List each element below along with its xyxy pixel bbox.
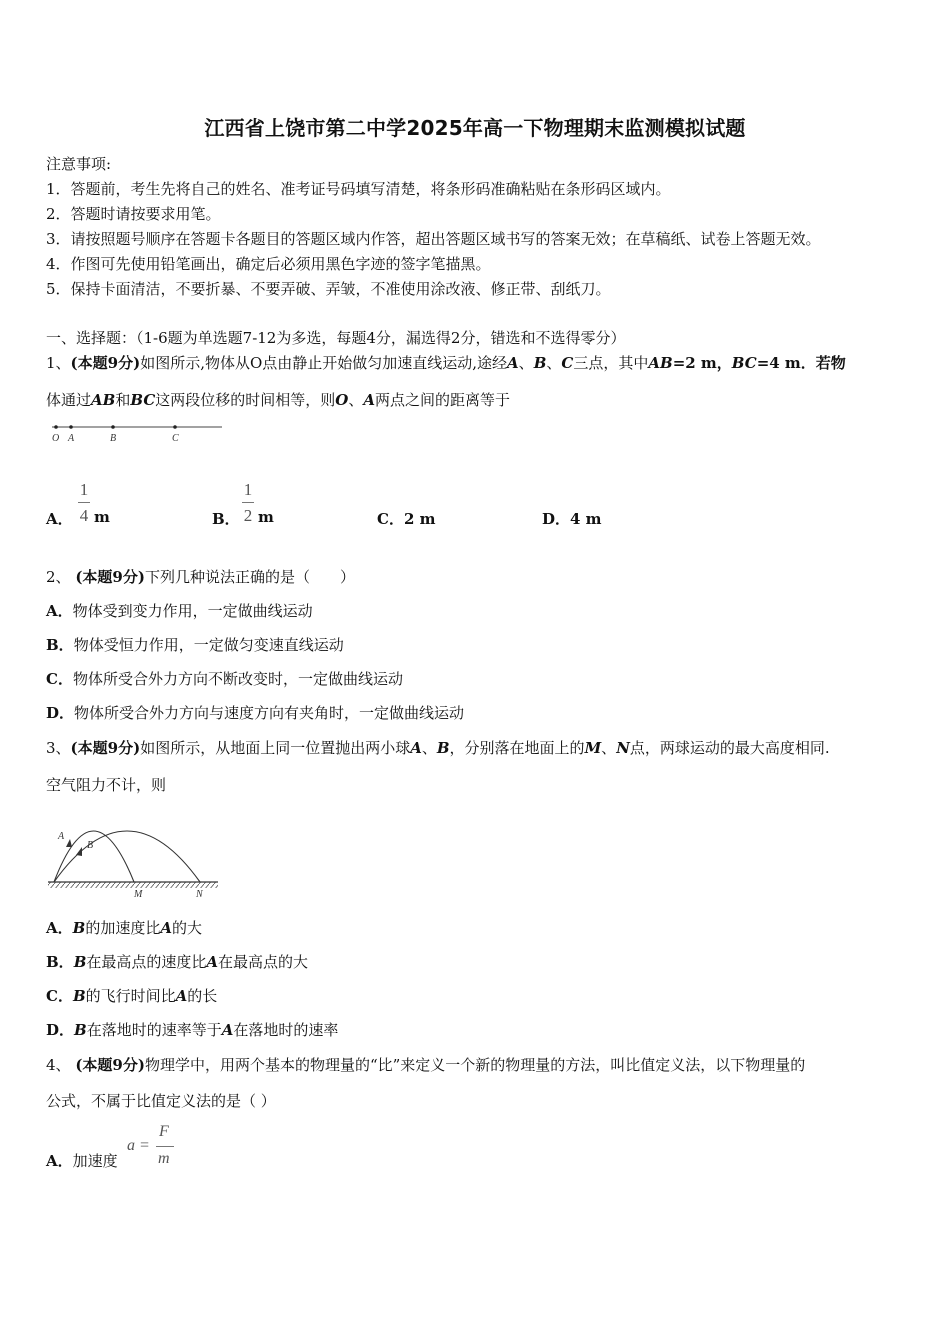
option-d: [46, 702, 464, 723]
option-text: 物体受恒力作用，一定做匀变速直线运动: [73, 636, 344, 654]
label-m: M: [134, 889, 143, 900]
text-run: 、: [546, 354, 562, 372]
fraction-numerator: 1: [243, 480, 253, 499]
text-run: 的加速度比: [85, 919, 161, 937]
label-a: A: [68, 433, 75, 444]
fraction-denominator: 4: [79, 506, 89, 525]
q1-line-diagram: [46, 418, 226, 448]
question-score: (本题9分): [70, 354, 141, 372]
section-header: 一、选择题：（1-6题为单选题7-12为多选，每题4分，漏选得2分，错选和不选得零分）: [46, 329, 626, 347]
question-number: 3、: [46, 739, 71, 757]
text-run: 的大: [171, 919, 202, 937]
option-a: [46, 600, 313, 621]
option-text: 4 m: [570, 510, 602, 528]
text-run: A: [160, 919, 172, 937]
question-number: 4、: [46, 1056, 71, 1074]
question-score: (本题9分): [75, 568, 145, 586]
option-label: A．: [46, 919, 73, 937]
label-o: O: [52, 433, 60, 444]
option-label: B．: [212, 510, 240, 528]
trajectory-b: [54, 831, 200, 882]
option-label: A．: [46, 602, 73, 620]
option-label: D．: [46, 704, 75, 722]
text-run: 在落地时的速率: [233, 1021, 339, 1039]
text-run: 下列几种说法正确的是（ ）: [144, 568, 355, 586]
notice-item: 4．作图可先使用铅笔画出，确定后必须用黑色字迹的签字笔描黑。: [46, 255, 491, 273]
option-label: B．: [46, 953, 74, 971]
text-run: C: [561, 354, 574, 372]
option-b: [46, 634, 344, 655]
text-run: A: [221, 1021, 234, 1039]
option-label: C．: [46, 987, 73, 1005]
text-run: 的长: [187, 987, 218, 1005]
text-run: B: [436, 739, 450, 757]
notice-item: 2．答题时请按要求用笔。: [46, 205, 221, 223]
trajectory-a: [54, 831, 134, 882]
label-n: N: [196, 889, 203, 900]
text-run: 和: [115, 391, 131, 409]
notice-item: 3．请按照题号顺序在答题卡各题目的答题区域内作答，超出答题区域书写的答案无效；在草稿纸、试卷上答题无效。: [46, 230, 821, 248]
text-run: BC: [130, 391, 156, 409]
fraction-bar: [242, 502, 254, 503]
text-run: 的飞行时间比: [85, 987, 176, 1005]
point-a: [69, 425, 73, 429]
option-c: [46, 668, 403, 689]
text-run: A: [175, 987, 188, 1005]
question-score: (本题9分): [75, 1056, 145, 1074]
ground-hatching: [48, 882, 218, 888]
question-number: 2、: [46, 568, 71, 586]
text-run: 点，两球运动的最大高度相同.: [629, 739, 830, 757]
option-label: A．: [46, 1152, 73, 1170]
text-run: A: [507, 354, 519, 372]
text-run: AB: [648, 354, 673, 372]
formula-denominator: m: [158, 1150, 170, 1167]
question-score: (本题9分): [70, 739, 141, 757]
option-d: [46, 1019, 338, 1040]
option-text: 物体所受合外力方向与速度方向有夹角时，一定做曲线运动: [74, 704, 465, 722]
text-run: BC: [731, 354, 757, 372]
fraction-bar: [156, 1146, 174, 1147]
arrow-a-icon: [66, 839, 72, 847]
text-run: 如图所示，从地面上同一位置抛出两小球: [140, 739, 411, 757]
text-run: 体通过: [46, 391, 92, 409]
option-label: B．: [46, 636, 74, 654]
question-number: 1、: [46, 354, 71, 372]
text-run: 、: [518, 354, 534, 372]
option-label: D．: [46, 1021, 75, 1039]
label-c: C: [172, 433, 179, 444]
text-run: B: [73, 953, 87, 971]
text-run: O: [335, 391, 349, 409]
text-run: 在最高点的速度比: [86, 953, 207, 971]
page-title: 江西省上饶市第二中学2025年高一下物理期末监测模拟试题: [204, 116, 746, 140]
option-label: A．: [46, 510, 73, 528]
text-run: 三点，其中: [573, 354, 649, 372]
text-run: A: [363, 391, 376, 409]
question-4-line-1: [46, 1054, 805, 1075]
text-run: 、: [421, 739, 437, 757]
label-a: A: [58, 831, 65, 842]
option-text: 2 m: [403, 510, 436, 528]
point-o: [54, 425, 58, 429]
option-label: C．: [377, 510, 404, 528]
option-c: [46, 985, 217, 1006]
option-unit: m: [258, 508, 274, 526]
text-run: =4 m．若物: [756, 354, 846, 372]
text-run: M: [584, 739, 602, 757]
option-label: D．: [542, 510, 571, 528]
point-c: [173, 425, 177, 429]
text-run: 这两段位移的时间相等，则: [155, 391, 336, 409]
q3-trajectory-diagram: [44, 812, 222, 902]
text-run: AB: [91, 391, 116, 409]
text-run: A: [206, 953, 219, 971]
question-3-line-2: 空气阻力不计，则: [46, 776, 167, 794]
text-run: 两点之间的距离等于: [375, 391, 511, 409]
notice-item: 1．答题前，考生先将自己的姓名、准考证号码填写清楚，将条形码准确粘贴在条形码区域内。: [46, 180, 671, 198]
question-1-line-2: [46, 389, 510, 410]
option-d: [542, 508, 602, 529]
question-4-line-2: 公式，不属于比值定义法的是（ ）: [46, 1092, 276, 1110]
option-b: [46, 951, 308, 972]
text-run: B: [533, 354, 547, 372]
question-3-line-1: [46, 737, 830, 758]
text-run: B: [72, 919, 86, 937]
option-text: 物体所受合外力方向不断改变时，一定做曲线运动: [72, 670, 403, 688]
text-run: 物理学中，用两个基本的物理量的“比”来定义一个新的物理量的方法，叫比值定义法，以下物理量的: [144, 1056, 806, 1074]
text-run: =2 m，: [672, 354, 732, 372]
arrow-b-icon: [76, 847, 82, 856]
text-run: 、: [348, 391, 364, 409]
fraction-numerator: 1: [79, 480, 89, 499]
text-run: ，分别落在地面上的: [449, 739, 585, 757]
fraction-denominator: 2: [243, 506, 253, 525]
formula-numerator: F: [159, 1123, 169, 1140]
option-text: 加速度: [72, 1152, 118, 1170]
point-b: [111, 425, 115, 429]
option-a: [46, 917, 202, 938]
text-run: 、: [601, 739, 617, 757]
option-a: [46, 1150, 118, 1171]
label-b: B: [87, 840, 94, 851]
text-run: N: [616, 739, 630, 757]
text-run: 在最高点的大: [218, 953, 309, 971]
option-unit: m: [94, 508, 110, 526]
question-1-line-1: [46, 352, 846, 373]
text-run: A: [410, 739, 422, 757]
text-run: B: [72, 987, 86, 1005]
text-run: 在落地时的速率等于: [86, 1021, 222, 1039]
text-run: B: [74, 1021, 87, 1039]
notice-header: 注意事项:: [46, 155, 112, 173]
option-text: 物体受到变力作用，一定做曲线运动: [72, 602, 313, 620]
formula-lhs: a =: [127, 1137, 150, 1154]
notice-item: 5．保持卡面清洁，不要折暴、不要弄破、弄皱，不准使用涂改液、修正带、刮纸刀。: [46, 280, 611, 298]
question-2-stem: [46, 566, 355, 587]
fraction-bar: [78, 502, 90, 503]
option-label: C．: [46, 670, 73, 688]
label-b: B: [110, 433, 117, 444]
option-c: [377, 508, 435, 529]
text-run: 如图所示,物体从O点由静止开始做匀加速直线运动,途经: [140, 354, 508, 372]
